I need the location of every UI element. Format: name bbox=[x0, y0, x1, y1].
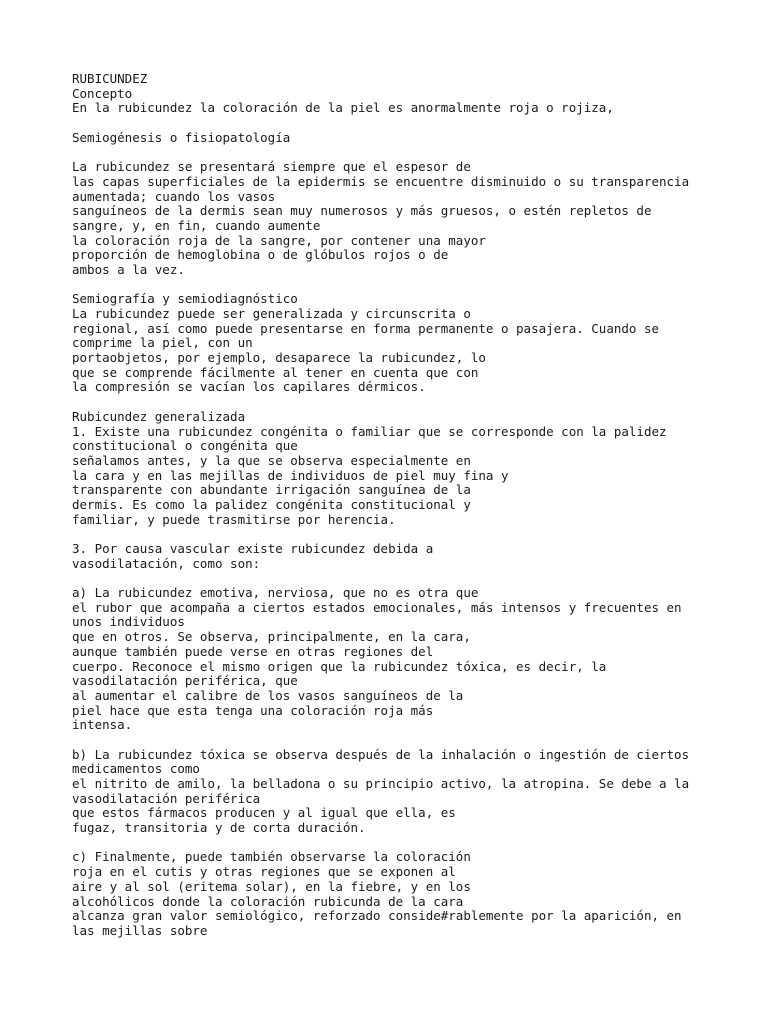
text-line: la compresión se vacían los capilares dérmicos. bbox=[72, 379, 426, 395]
text-line: al aumentar el calibre de los vasos sanguíneos de la bbox=[72, 687, 464, 703]
text-line: medicamentos como bbox=[72, 761, 200, 777]
paragraph-spacer bbox=[72, 571, 702, 586]
paragraph-spacer bbox=[72, 145, 702, 160]
text-line: vasodilatación, como son: bbox=[72, 555, 261, 571]
text-line: 1. Existe una rubicundez congénita o familiar que se corresponde con la palidez bbox=[72, 423, 667, 439]
text-line: portaobjetos, por ejemplo, desaparece la rubicundez, lo bbox=[72, 350, 486, 366]
text-line: las capas superficiales de la epidermis se encuentre disminuido o su transparencia bbox=[72, 173, 690, 189]
text-line: vasodilatación periférica bbox=[72, 790, 261, 806]
text-line: aunque también puede verse en otras regiones del bbox=[72, 643, 434, 659]
text-line: comprime la piel, con un bbox=[72, 335, 253, 351]
text-line: La rubicundez se presentará siempre que el espesor de bbox=[72, 159, 471, 175]
text-line: transparente con abundante irrigación sanguínea de la bbox=[72, 482, 471, 498]
text-line: cuerpo. Reconoce el mismo origen que la rubicundez tóxica, es decir, la bbox=[72, 658, 607, 674]
text-line: vasodilatación periférica, que bbox=[72, 673, 298, 689]
paragraph-spacer bbox=[72, 116, 702, 131]
text-line: alcohólicos donde la coloración rubicunda de la cara bbox=[72, 893, 464, 909]
paragraph-spacer bbox=[72, 527, 702, 542]
paragraph-spacer bbox=[72, 395, 702, 410]
text-line: la coloración roja de la sangre, por contener una mayor bbox=[72, 232, 486, 248]
text-line: roja en el cutis y otras regiones que se exponen al bbox=[72, 864, 456, 880]
text-line: a) La rubicundez emotiva, nerviosa, que no es otra que bbox=[72, 585, 479, 601]
text-line: que se comprende fácilmente al tener en cuenta que con bbox=[72, 364, 479, 380]
text-line: constitucional o congénita que bbox=[72, 438, 298, 454]
text-line: unos individuos bbox=[72, 614, 185, 630]
text-line: que en otros. Se observa, principalmente, en la cara, bbox=[72, 629, 471, 645]
paragraph-spacer bbox=[72, 733, 702, 748]
text-line: aire y al sol (eritema solar), en la fiebre, y en los bbox=[72, 878, 471, 894]
text-line: ambos a la vez. bbox=[72, 261, 185, 277]
text-line: RUBICUNDEZ bbox=[72, 71, 148, 86]
text-line: las mejillas sobre bbox=[72, 922, 208, 938]
text-line: la cara y en las mejillas de individuos de piel muy fina y bbox=[72, 467, 509, 483]
paragraph-spacer bbox=[72, 836, 702, 851]
text-line: sanguíneos de la dermis sean muy numerosos y más gruesos, o estén repletos de bbox=[72, 203, 652, 219]
text-line: Rubicundez generalizada bbox=[72, 408, 246, 424]
text-line: En la rubicundez la coloración de la piel es anormalmente roja o rojiza, bbox=[72, 100, 614, 116]
text-line: el nitrito de amilo, la belladona o su principio activo, la atropina. Se debe a la bbox=[72, 776, 690, 791]
text-line: b) La rubicundez tóxica se observa después de la inhalación o ingestión de ciertos bbox=[72, 746, 690, 762]
text-line: regional, así como puede presentarse en forma permanente o pasajera. Cuando se bbox=[72, 320, 659, 336]
text-line: aumentada; cuando los vasos bbox=[72, 188, 276, 204]
text-line: Semiografía y semiodiagnóstico bbox=[72, 291, 298, 307]
text-line: c) Finalmente, puede también observarse la coloración bbox=[72, 849, 471, 865]
text-line: señalamos antes, y la que se observa especialmente en bbox=[72, 452, 471, 468]
text-line: alcanza gran valor semiológico, reforzado conside#rablemente por la aparición, en bbox=[72, 908, 682, 924]
text-line: 3. Por causa vascular existe rubicundez debida a bbox=[72, 541, 434, 556]
text-line: familiar, y puede trasmitirse por herencia. bbox=[72, 511, 396, 527]
text-line: Concepto bbox=[72, 85, 133, 101]
text-line: Semiogénesis o fisiopatología bbox=[72, 129, 291, 145]
text-line: fugaz, transitoria y de corta duración. bbox=[72, 820, 366, 836]
text-line: dermis. Es como la palidez congénita constitucional y bbox=[72, 496, 471, 512]
text-line: el rubor que acompaña a ciertos estados emocionales, más intensos y frecuentes en bbox=[72, 599, 682, 615]
text-line: La rubicundez puede ser generalizada y circunscrita o bbox=[72, 306, 471, 321]
document-page bbox=[72, 72, 702, 939]
text-line: intensa. bbox=[72, 717, 133, 733]
text-line: sangre, y, en fin, cuando aumente bbox=[72, 217, 321, 233]
text-line: que estos fármacos producen y al igual que ella, es bbox=[72, 805, 456, 821]
text-line: proporción de hemoglobina o de glóbulos rojos o de bbox=[72, 247, 449, 263]
paragraph-spacer bbox=[72, 278, 702, 293]
text-line: piel hace que esta tenga una coloración roja más bbox=[72, 702, 434, 718]
